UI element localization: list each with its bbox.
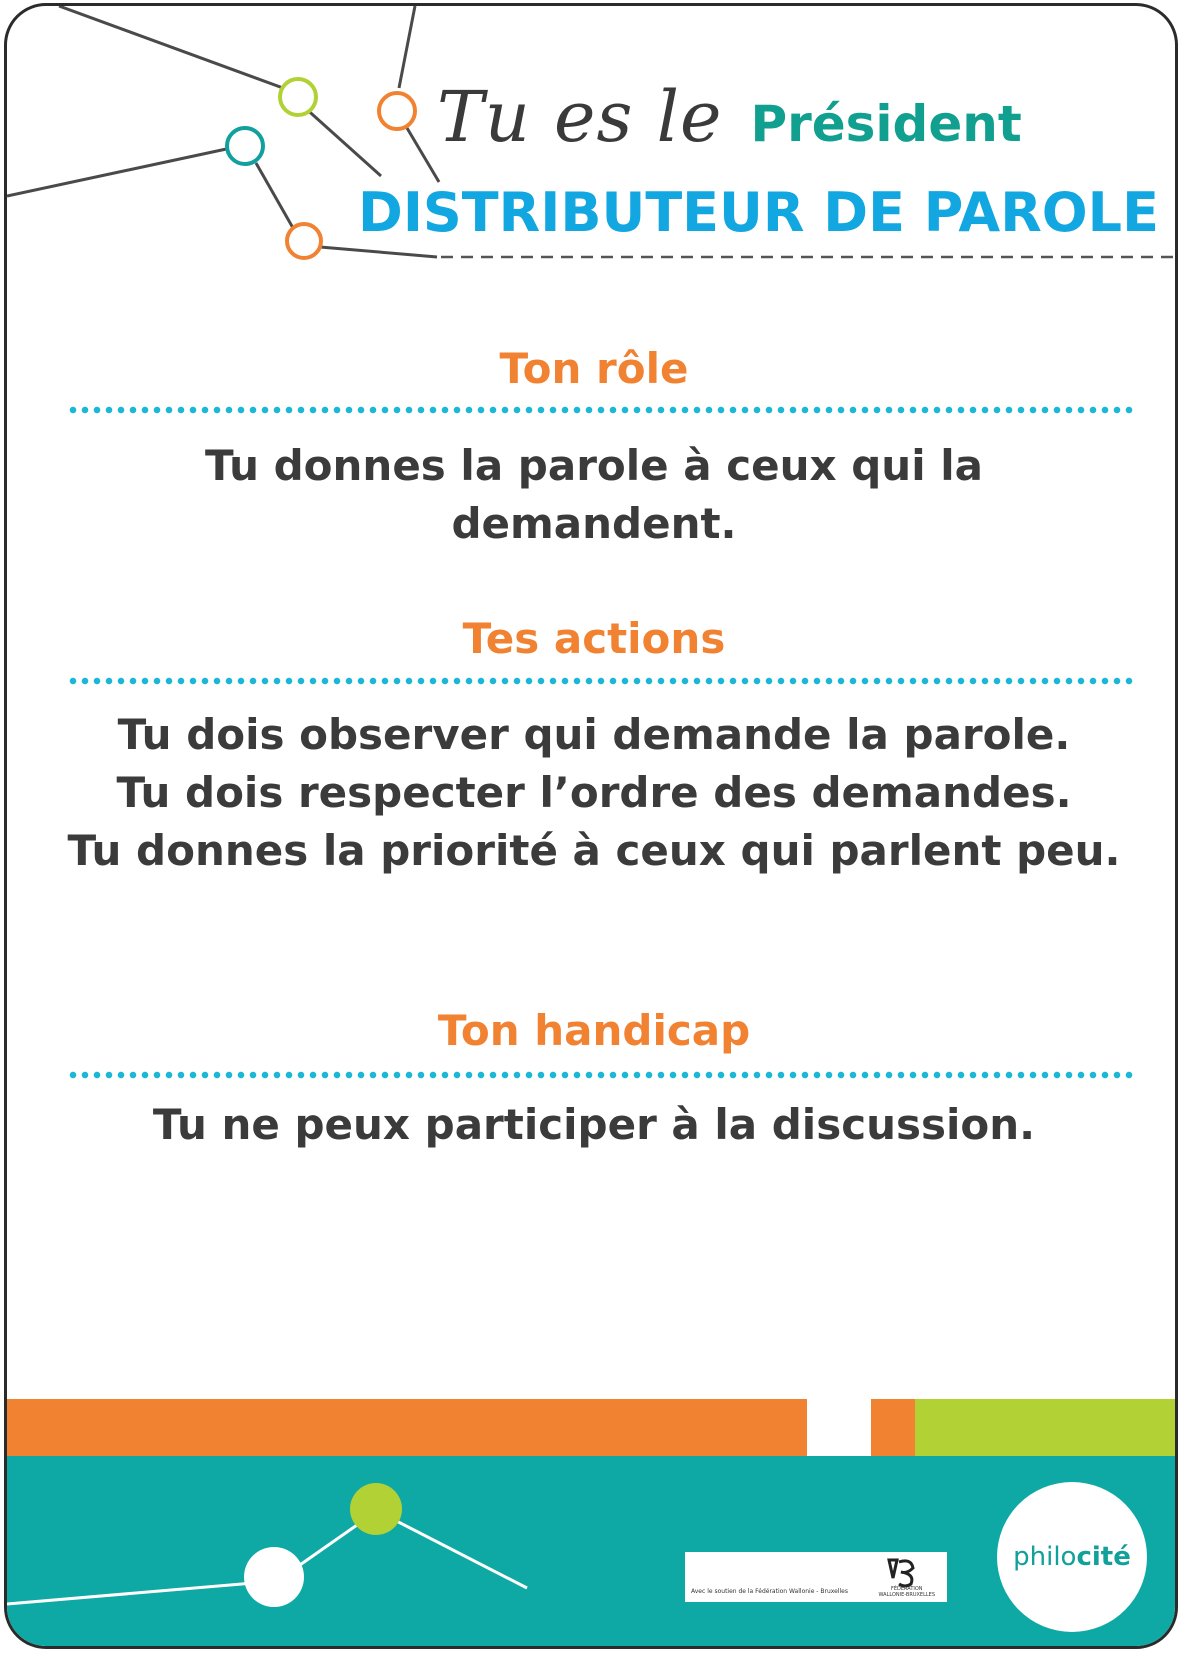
partner-mark-sub: WALLONIE-BRUXELLES [878, 1592, 935, 1598]
footer-band-lime [915, 1399, 1178, 1456]
partner-mark-title: FÉDÉRATION [890, 1586, 923, 1592]
body-line: demandent. [451, 499, 737, 548]
title [437, 76, 1022, 156]
body-line: Tu dois respecter l’ordre des demandes. [116, 768, 1072, 817]
orange-node-small [287, 224, 321, 258]
section-body-actions [27, 706, 1161, 880]
dotted-divider [67, 1071, 1137, 1079]
body-line: Tu dois observer qui demande la parole. [117, 710, 1071, 759]
section-heading-handicap: Ton handicap [437, 1006, 751, 1055]
partner-text: Avec le soutien de la Fédération Wallonie - Bruxelles [691, 1587, 848, 1595]
body-line: Tu donnes la parole à ceux qui la [205, 441, 983, 490]
teal-node [227, 128, 263, 164]
section-heading-actions: Tes actions [462, 614, 726, 663]
lime-node [350, 1483, 402, 1535]
partner-logo [685, 1552, 947, 1602]
lime-node [280, 79, 316, 115]
role-card [4, 3, 1178, 1649]
dotted-divider [67, 677, 1137, 685]
brand-name [1013, 1542, 1131, 1572]
philocite-logo [997, 1482, 1147, 1632]
white-node [244, 1547, 304, 1607]
dotted-divider [67, 406, 1137, 414]
orange-node [379, 93, 415, 129]
body-line: Tu donnes la priorité à ceux qui parlent peu. [67, 826, 1121, 875]
title-role: Président [750, 95, 1022, 153]
partner-mark-label [879, 1586, 935, 1598]
body-line: Tu ne peux participer à la discussion. [152, 1100, 1036, 1149]
subtitle: DISTRIBUTEUR DE PAROLE [358, 181, 1159, 244]
brand-part2: cité [1076, 1542, 1131, 1572]
footer-band-orange [7, 1399, 807, 1456]
brand-part1: philo [1013, 1542, 1077, 1572]
section-body-role [27, 437, 1161, 553]
title-script: Tu es le [437, 76, 723, 158]
footer-band-orange-small [871, 1399, 915, 1456]
section-heading-role: Ton rôle [499, 344, 689, 393]
footer-band-gap [807, 1399, 871, 1456]
section-body-handicap [27, 1096, 1161, 1154]
